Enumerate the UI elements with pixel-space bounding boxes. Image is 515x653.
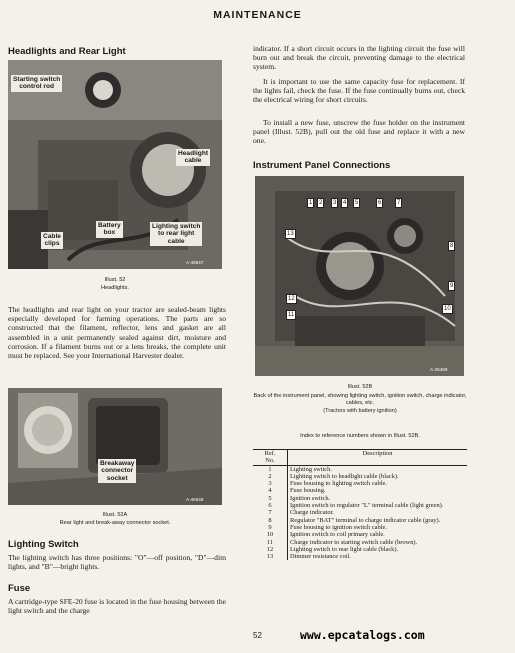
fuse-continued-paragraph: indicator. If a short circuit occurs in the lighting circuit the fuse will burn out and break the circuit, preventing damage to the electrical system. <box>253 44 465 72</box>
section-title-headlights: Headlights and Rear Light <box>8 46 126 57</box>
illust-52b-caption-text: Back of the instrument panel, showing lighting switch, ignition switch, charge indicator, cables, etc. <box>253 393 467 406</box>
table-cell-ref-number: 1 <box>253 465 288 473</box>
label-headlight-cable: Headlight cable <box>178 150 209 165</box>
table-row <box>253 539 467 546</box>
label-breakaway-socket: Breakaway connector socket <box>100 460 135 482</box>
ref-number-10: 10 <box>444 306 451 312</box>
table-cell-description: Dimmer resistance coil. <box>290 553 351 561</box>
table-cell-description: Fuse housing to lighting switch cable. <box>290 480 387 488</box>
section-title-instrument-panel: Instrument Panel Connections <box>253 160 391 171</box>
table-cell-ref-number: 6 <box>253 502 288 509</box>
table-cell-description: Lighting switch to headlight cable (black). <box>290 472 399 480</box>
table-row <box>253 546 467 553</box>
table-cell-description: Lighting switch to rear light cable (black). <box>290 545 399 553</box>
table-cell-description: Lighting switch. <box>290 465 332 473</box>
table-row <box>253 487 467 494</box>
illust-52b-caption-number: Illust. 52B <box>347 384 373 390</box>
illust-52-caption-text: Headlights. <box>101 285 129 291</box>
label-starting-switch: Starting switch control rod <box>13 76 61 91</box>
reference-table <box>253 450 467 560</box>
table-cell-ref-number: 9 <box>253 524 288 531</box>
table-cell-ref-number: 8 <box>253 517 288 524</box>
ref-number-11: 11 <box>288 312 295 318</box>
catalog-number-52a: A-46648 <box>186 497 204 502</box>
reference-table-container <box>253 449 467 560</box>
reference-table-header <box>253 450 467 465</box>
table-cell-description: Fuse housing. <box>290 487 326 495</box>
catalog-number-52b: A-25469 <box>430 367 448 372</box>
reference-table-title: Index to reference numbers shown in Illust. 52B. <box>300 433 420 439</box>
ref-number-3: 3 <box>333 200 337 206</box>
ref-number-5: 5 <box>355 200 359 206</box>
label-cable-clips: Cable clips <box>43 233 61 248</box>
ref-number-13: 13 <box>287 231 294 237</box>
column-header-ref: Ref. No. <box>253 450 288 465</box>
catalog-number: A-46647 <box>186 260 204 265</box>
headlights-paragraph: The headlights and rear light on your tractor are sealed-beam lights especially developed for farming operations. The parts are so constructed that the filament, reflector, lens and gasket are all assembled in a unit permanently sealed against dirt, moisture and corrosion. If a filament burns out or a lens breaks, the complete unit must be replaced. See your International Harvester dealer. <box>8 305 226 361</box>
table-cell-ref-number: 3 <box>253 480 288 487</box>
illust-52b-photo <box>255 176 464 376</box>
column-header-description: Description <box>288 450 468 465</box>
table-row <box>253 480 467 487</box>
illust-52-caption-number: Illust. 52 <box>104 277 126 283</box>
table-row <box>253 553 467 560</box>
fuse-paragraph: A cartridge-type SFE-20 fuse is located in the fuse housing between the light switch and the charge <box>8 597 226 616</box>
lighting-switch-paragraph: The lighting switch has three positions: "O"—off position, "D"—dim lights, and "B"—bright lights. <box>8 553 226 572</box>
page-number: 52 <box>253 631 262 640</box>
table-cell-description: Regulator "BAT" terminal to charge indicator cable (gray). <box>290 516 441 524</box>
section-title-lighting-switch: Lighting Switch <box>8 539 79 550</box>
illust-52a-photo <box>8 388 222 505</box>
ref-number-9: 9 <box>450 283 454 289</box>
illust-52b-caption-note: (Tractors with battery ignition) <box>323 408 397 414</box>
table-cell-description: Ignition switch to coil primary cable. <box>290 531 385 539</box>
table-row <box>253 531 467 538</box>
table-cell-ref-number: 13 <box>253 553 288 560</box>
table-row <box>253 495 467 502</box>
table-cell-ref-number: 4 <box>253 487 288 494</box>
table-cell-description: Ignition switch to regulator "L" terminal cable (light green). <box>290 502 444 510</box>
table-row <box>253 502 467 509</box>
table-cell-description: Fuse housing to ignition switch cable. <box>290 523 387 531</box>
label-lighting-switch-cable: Lighting switch to rear light cable <box>152 223 201 245</box>
table-cell-ref-number: 11 <box>253 539 288 546</box>
ref-number-2: 2 <box>319 200 323 206</box>
table-cell-ref-number: 10 <box>253 531 288 538</box>
table-cell-ref-number: 2 <box>253 473 288 480</box>
table-row <box>253 524 467 531</box>
table-row <box>253 465 467 473</box>
section-title-fuse: Fuse <box>8 583 31 594</box>
table-row <box>253 473 467 480</box>
fuse-install-paragraph: To install a new fuse, unscrew the fuse holder on the instrument panel (Illust. 52B), pull out the old fuse and replace it with a new one. <box>253 118 465 146</box>
illust-52a-caption-number: Illust. 52A <box>102 512 128 518</box>
rear-light-image <box>8 388 222 505</box>
table-row <box>253 509 467 516</box>
table-cell-description: Charge indicator. <box>290 509 334 517</box>
ref-number-12: 12 <box>288 296 295 302</box>
table-cell-ref-number: 5 <box>253 495 288 502</box>
label-battery-box: Battery box <box>98 222 121 237</box>
ref-number-8: 8 <box>450 243 454 249</box>
table-cell-description: Charge indicator to starting switch cable (brown). <box>290 538 418 546</box>
ref-number-7: 7 <box>397 200 401 206</box>
table-row <box>253 517 467 524</box>
page-header: MAINTENANCE <box>213 9 302 21</box>
illust-52a-caption-text: Rear light and break-away connector socket. <box>59 520 171 526</box>
table-cell-ref-number: 7 <box>253 509 288 516</box>
table-cell-description: Ignition switch. <box>290 494 331 502</box>
ref-number-1: 1 <box>309 200 313 206</box>
table-cell-ref-number: 12 <box>253 546 288 553</box>
ref-number-4: 4 <box>343 200 347 206</box>
illust-52-photo <box>8 60 222 269</box>
watermark-link[interactable]: www.epcatalogs.com <box>300 628 425 642</box>
ref-number-6: 6 <box>378 200 382 206</box>
fuse-capacity-paragraph: It is important to use the same capacity fuse for replacement. If the lights fail, check the fuse. If the fuse continually burns out, check the electrical wiring for short circuits. <box>253 77 465 105</box>
